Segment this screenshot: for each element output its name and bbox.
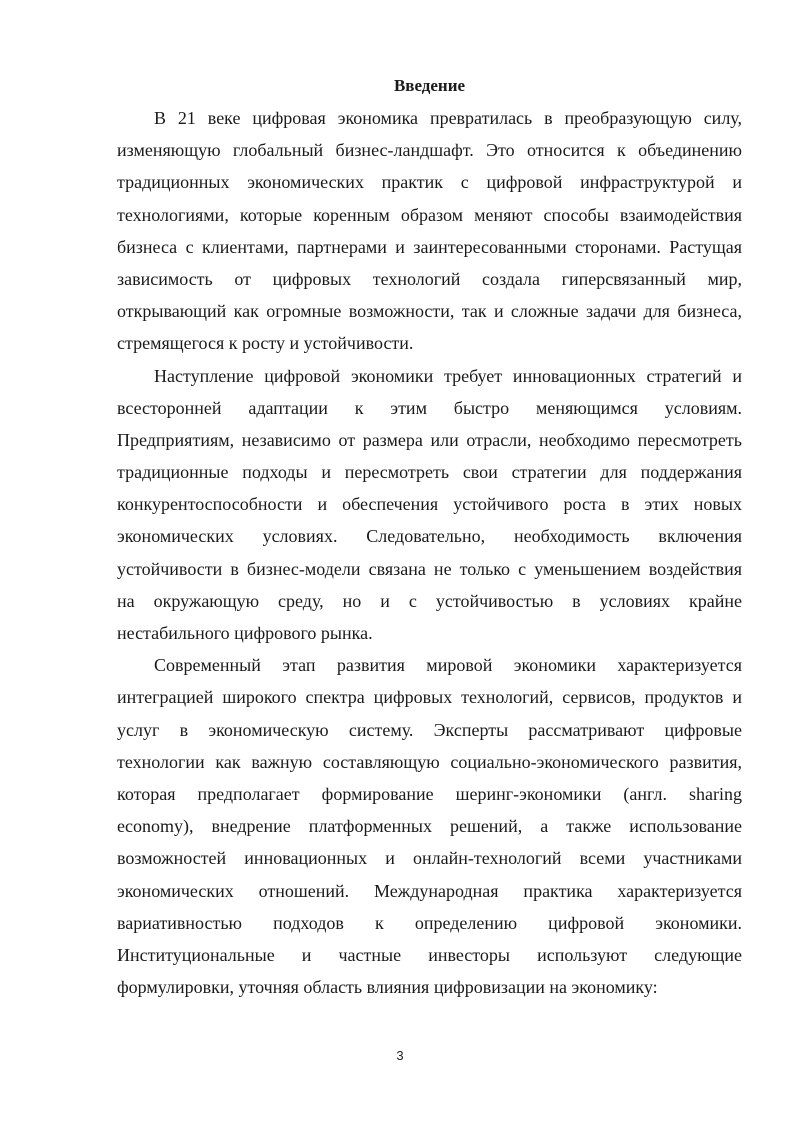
text-line: В 21 веке цифровая экономика превратилась в преобразующую силу,	[154, 108, 742, 128]
text-line: технологии как важную составляющую социально-экономического развития,	[117, 751, 742, 772]
document-title: Введение	[393, 76, 466, 95]
text-line: вариативностью подходов к определению цифровой экономики.	[117, 912, 742, 933]
text-line: нестабильного цифрового рынка.	[117, 623, 373, 643]
text-line: изменяющую глобальный бизнес-ландшафт. Это относится к объединению	[117, 140, 742, 161]
text-line: формулировки, уточняя область влияния цифровизации на экономику:	[117, 977, 658, 998]
text-line: экономических отношений. Международная практика характеризуется	[117, 880, 742, 901]
text-line: всесторонней адаптации к этим быстро меняющимся условиям.	[117, 397, 742, 418]
text-line: Предприятиям, независимо от размера или отрасли, необходимо пересмотреть	[117, 429, 742, 450]
text-line: экономических условиях. Следовательно, необходимость включения	[117, 526, 742, 547]
text-line: бизнеса с клиентами, партнерами и заинтересованными сторонами. Растущая	[117, 236, 742, 257]
text-line: традиционных экономических практик с цифровой инфраструктурой и	[117, 172, 742, 193]
text-line: технологиями, которые коренным образом меняют способы взаимодействия	[117, 204, 742, 225]
text-line: открывающий как огромные возможности, так и сложные задачи для бизнеса,	[117, 301, 742, 322]
text-line: возможностей инновационных и онлайн-технологий всеми участниками	[117, 848, 742, 869]
document-page	[117, 74, 742, 1003]
text-line: интеграцией широкого спектра цифровых технологий, сервисов, продуктов и	[117, 687, 742, 708]
text-line: услуг в экономическую систему. Эксперты рассматривают цифровые	[117, 719, 742, 740]
text-line: устойчивости в бизнес-модели связана не только с уменьшением воздействия	[117, 558, 742, 579]
paragraph-2	[117, 360, 742, 650]
text-line: традиционные подходы и пересмотреть свои стратегии для поддержания	[117, 462, 742, 483]
text-line: Институциональные и частные инвесторы используют следующие	[117, 944, 742, 965]
text-line: на окружающую среду, но и с устойчивостью в условиях крайне	[117, 590, 742, 611]
text-line: Наступление цифровой экономики требует инновационных стратегий и	[154, 365, 742, 386]
text-line: economy), внедрение платформенных решений, а также использование	[117, 816, 742, 837]
text-line: зависимость от цифровых технологий создала гиперсвязанный мир,	[117, 268, 742, 289]
text-line: Современный этап развития мировой экономики характеризуется	[154, 655, 742, 676]
text-line: которая предполагает формирование шеринг-экономики (англ. sharing	[117, 783, 742, 804]
paragraph-1	[117, 102, 742, 360]
page-number: 3	[396, 1048, 404, 1063]
text-line: стремящегося к росту и устойчивости.	[117, 333, 414, 354]
paragraph-3	[117, 649, 742, 1003]
text-line: конкурентоспособности и обеспечения устойчивого роста в этих новых	[117, 494, 742, 515]
